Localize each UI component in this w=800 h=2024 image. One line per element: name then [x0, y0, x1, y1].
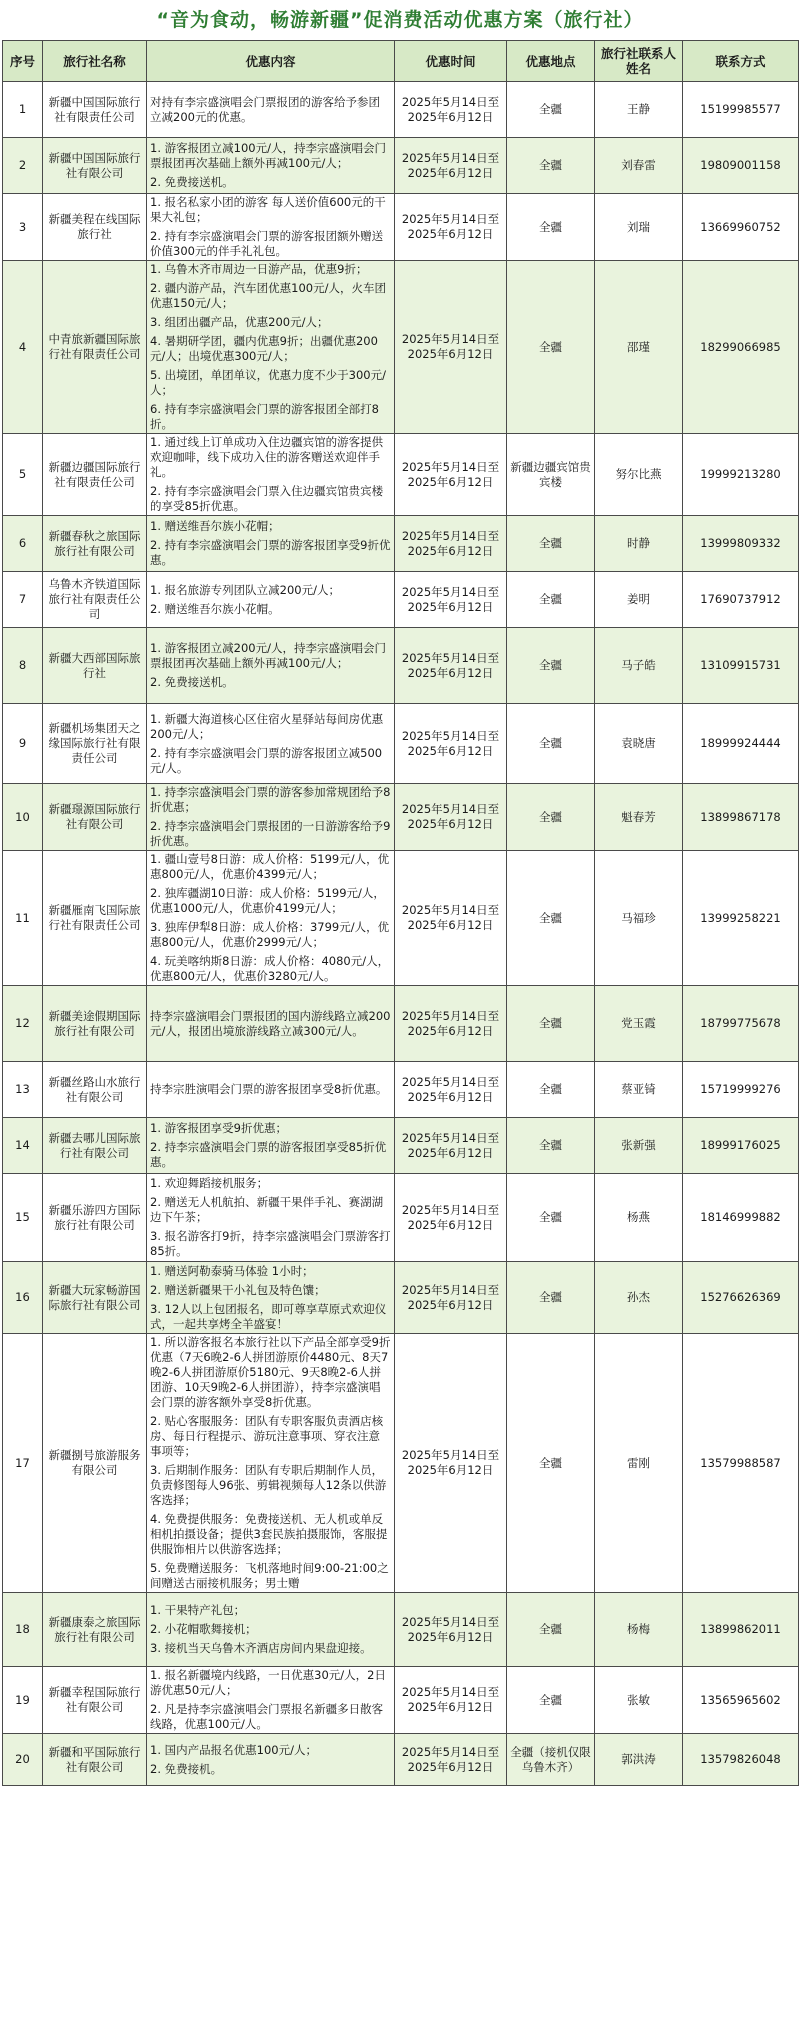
discount-time: 2025年5月14日至2025年6月12日	[395, 261, 507, 434]
discount-place: 全疆	[507, 194, 595, 261]
table-row	[3, 628, 799, 704]
table-row	[3, 82, 799, 138]
discount-place: 全疆	[507, 1062, 595, 1118]
table-row	[3, 1667, 799, 1734]
discount-time: 2025年5月14日至2025年6月12日	[395, 628, 507, 704]
discount-place: 全疆	[507, 516, 595, 572]
row-number: 7	[3, 572, 43, 628]
discount-line: 1. 游客报团立减200元/人，持李宗盛演唱会门票报团再次基础上额外再减100元/人；	[150, 641, 386, 670]
discount-line: 2. 持有李宗盛演唱会门票的游客报团立减500元/人。	[150, 745, 383, 775]
discount-line: 1. 新疆大海道核心区住宿火星驿站每间房优惠200元/人；	[150, 711, 384, 741]
agency-name: 新疆康泰之旅国际旅行社有限公司	[43, 1593, 147, 1667]
discount-line: 2. 免费接送机。	[150, 675, 234, 689]
table-row	[3, 194, 799, 261]
discount-line: 持李宗盛演唱会门票报团的国内游线路立减200元/人，报团出境旅游线路立减300元/人。	[150, 1008, 391, 1038]
contact-phone: 13999809332	[683, 516, 799, 572]
table-row	[3, 138, 799, 194]
discount-content	[147, 704, 395, 784]
discount-place: 全疆	[507, 1593, 595, 1667]
agency-name: 新疆雁南飞国际旅行社有限责任公司	[43, 851, 147, 986]
discount-place: 全疆	[507, 572, 595, 628]
row-number: 18	[3, 1593, 43, 1667]
discount-line: 1. 乌鲁木齐市周边一日游产品，优惠9折；	[150, 262, 368, 276]
discount-content	[147, 434, 395, 516]
contact-phone: 13999258221	[683, 851, 799, 986]
discount-line: 3. 组团出疆产品，优惠200元/人；	[150, 315, 329, 329]
discount-place: 全疆	[507, 1118, 595, 1174]
contact-phone: 18999924444	[683, 704, 799, 784]
col-header-phone: 联系方式	[683, 41, 799, 82]
discount-line: 3. 报名游客打9折，持李宗盛演唱会门票游客打85折。	[150, 1229, 391, 1258]
discount-place: 全疆	[507, 986, 595, 1062]
discount-content	[147, 1062, 395, 1118]
discount-line: 2. 持李宗盛演唱会门票的游客报团享受85折优惠。	[150, 1140, 387, 1169]
discount-time: 2025年5月14日至2025年6月12日	[395, 82, 507, 138]
contact-phone: 15199985577	[683, 82, 799, 138]
discount-line: 1. 持李宗盛演唱会门票的游客参加常规团给予8折优惠；	[150, 785, 391, 814]
row-number: 14	[3, 1118, 43, 1174]
discount-time: 2025年5月14日至2025年6月12日	[395, 1118, 507, 1174]
discount-place: 全疆	[507, 1174, 595, 1262]
table-row	[3, 1734, 799, 1786]
row-number: 17	[3, 1334, 43, 1593]
discount-time: 2025年5月14日至2025年6月12日	[395, 704, 507, 784]
contact-phone: 13579826048	[683, 1734, 799, 1786]
table-row	[3, 434, 799, 516]
agency-name: 新疆和平国际旅行社有限公司	[43, 1734, 147, 1786]
agency-name: 新疆中国国际旅行社有限公司	[43, 138, 147, 194]
agency-name: 新疆大西部国际旅行社	[43, 628, 147, 704]
discount-content	[147, 986, 395, 1062]
discount-content	[147, 1593, 395, 1667]
discount-time: 2025年5月14日至2025年6月12日	[395, 1062, 507, 1118]
discount-content	[147, 1667, 395, 1734]
row-number: 15	[3, 1174, 43, 1262]
discount-line: 2. 赠送维吾尔族小花帽。	[150, 601, 280, 616]
table-row	[3, 1262, 799, 1334]
row-number: 2	[3, 138, 43, 194]
agency-name: 新疆美途假期国际旅行社有限公司	[43, 986, 147, 1062]
table-row	[3, 572, 799, 628]
table-row	[3, 1118, 799, 1174]
discount-table	[2, 40, 799, 1786]
table-row	[3, 1174, 799, 1262]
col-header-contact: 旅行社联系人姓名	[595, 41, 683, 82]
discount-place: 全疆	[507, 851, 595, 986]
discount-time: 2025年5月14日至2025年6月12日	[395, 434, 507, 516]
contact-name: 孙杰	[595, 1262, 683, 1334]
contact-name: 张敏	[595, 1667, 683, 1734]
discount-place: 新疆边疆宾馆贵宾楼	[507, 434, 595, 516]
discount-line: 1. 报名私家小团的游客 每人送价值600元的干果大礼包；	[150, 195, 386, 224]
discount-content	[147, 784, 395, 851]
contact-phone: 13899867178	[683, 784, 799, 851]
discount-line: 2. 持有李宗盛演唱会门票的游客报团额外赠送价值300元的伴手礼礼包。	[150, 229, 384, 258]
table-header-row	[3, 41, 799, 82]
discount-place: 全疆	[507, 628, 595, 704]
discount-time: 2025年5月14日至2025年6月12日	[395, 1667, 507, 1734]
discount-line: 2. 免费接送机。	[150, 175, 234, 189]
discount-place: 全疆	[507, 784, 595, 851]
discount-time: 2025年5月14日至2025年6月12日	[395, 1734, 507, 1786]
table-row	[3, 1062, 799, 1118]
contact-phone: 13899862011	[683, 1593, 799, 1667]
discount-place: 全疆	[507, 1334, 595, 1593]
discount-line: 4. 玩美喀纳斯8日游：成人价格：4080元/人，优惠800元/人，优惠价3280元/人。	[150, 954, 390, 983]
row-number: 16	[3, 1262, 43, 1334]
contact-phone: 18299066985	[683, 261, 799, 434]
contact-name: 姜明	[595, 572, 683, 628]
discount-line: 3. 后期制作服务：团队有专职后期制作人员，负责修图每人96张、剪辑视频每人12条以供游客选择；	[150, 1463, 387, 1507]
contact-name: 马子皓	[595, 628, 683, 704]
agency-name: 新疆乐游四方国际旅行社有限公司	[43, 1174, 147, 1262]
table-row	[3, 1334, 799, 1593]
row-number: 19	[3, 1667, 43, 1734]
discount-time: 2025年5月14日至2025年6月12日	[395, 138, 507, 194]
discount-line: 2. 持李宗盛演唱会门票报团的一日游游客给予9折优惠。	[150, 819, 391, 848]
discount-content	[147, 1334, 395, 1593]
discount-place: 全疆	[507, 1262, 595, 1334]
discount-place: 全疆	[507, 138, 595, 194]
discount-line: 1. 干果特产礼包；	[150, 1603, 246, 1617]
contact-phone: 13565965602	[683, 1667, 799, 1734]
contact-name: 杨燕	[595, 1174, 683, 1262]
agency-name: 乌鲁木齐铁道国际旅行社有限责任公司	[43, 572, 147, 628]
row-number: 4	[3, 261, 43, 434]
table-row	[3, 261, 799, 434]
contact-phone: 19809001158	[683, 138, 799, 194]
agency-name: 新疆去哪儿国际旅行社有限公司	[43, 1118, 147, 1174]
discount-line: 3. 12人以上包团报名，即可尊享草原式欢迎仪式，一起共享烤全羊盛宴！	[150, 1301, 387, 1331]
table-row	[3, 784, 799, 851]
discount-line: 1. 国内产品报名优惠100元/人；	[150, 1742, 317, 1757]
contact-name: 杨梅	[595, 1593, 683, 1667]
discount-line: 2. 疆内游产品，汽车团优惠100元/人，火车团优惠150元/人；	[150, 281, 386, 310]
table-body	[3, 82, 799, 1786]
row-number: 12	[3, 986, 43, 1062]
row-number: 13	[3, 1062, 43, 1118]
row-number: 8	[3, 628, 43, 704]
discount-place: 全疆	[507, 704, 595, 784]
discount-line: 6. 持有李宗盛演唱会门票的游客报团全部打8折。	[150, 402, 379, 431]
col-header-place: 优惠地点	[507, 41, 595, 82]
discount-line: 1. 报名旅游专列团队立减200元/人；	[150, 582, 340, 597]
table-row	[3, 516, 799, 572]
discount-line: 1. 赠送阿勒泰骑马体验 1小时；	[150, 1263, 314, 1278]
discount-line: 持李宗胜演唱会门票的游客报团享受8折优惠。	[150, 1082, 388, 1096]
contact-phone: 13669960752	[683, 194, 799, 261]
discount-content	[147, 82, 395, 138]
contact-name: 刘春雷	[595, 138, 683, 194]
contact-phone: 18146999882	[683, 1174, 799, 1262]
discount-line: 2. 小花帽歌舞接机；	[150, 1622, 257, 1636]
contact-name: 蔡亚锜	[595, 1062, 683, 1118]
discount-line: 2. 赠送无人机航拍、新疆干果伴手礼、赛湖湖边下午茶；	[150, 1195, 384, 1224]
discount-time: 2025年5月14日至2025年6月12日	[395, 986, 507, 1062]
contact-name: 魁春芳	[595, 784, 683, 851]
agency-name: 新疆边疆国际旅行社有限责任公司	[43, 434, 147, 516]
contact-name: 时静	[595, 516, 683, 572]
discount-line: 4. 暑期研学团，疆内优惠9折；出疆优惠200元/人；出境优惠300元/人；	[150, 334, 378, 363]
contact-phone: 13109915731	[683, 628, 799, 704]
discount-line: 3. 接机当天乌鲁木齐酒店房间内果盘迎接。	[150, 1641, 372, 1655]
discount-line: 3. 独库伊犁8日游：成人价格：3799元/人，优惠800元/人，优惠价2999元/人；	[150, 920, 390, 949]
row-number: 11	[3, 851, 43, 986]
discount-place: 全疆	[507, 261, 595, 434]
discount-line: 2. 赠送新疆果干小礼包及特色馕；	[150, 1282, 326, 1297]
discount-time: 2025年5月14日至2025年6月12日	[395, 572, 507, 628]
discount-place: 全疆（接机仅限乌鲁木齐）	[507, 1734, 595, 1786]
contact-phone: 15276626369	[683, 1262, 799, 1334]
agency-name: 新疆璟源国际旅行社有限公司	[43, 784, 147, 851]
agency-name: 新疆丝路山水旅行社有限公司	[43, 1062, 147, 1118]
discount-place: 全疆	[507, 1667, 595, 1734]
discount-line: 1. 游客报团立减100元/人，持李宗盛演唱会门票报团再次基础上额外再减100元/人；	[150, 141, 386, 170]
contact-name: 马福珍	[595, 851, 683, 986]
discount-content	[147, 628, 395, 704]
discount-content	[147, 516, 395, 572]
discount-time: 2025年5月14日至2025年6月12日	[395, 1174, 507, 1262]
discount-line: 1. 通过线上订单成功入住边疆宾馆的游客提供欢迎咖啡，线下成功入住的游客赠送欢迎伴手礼。	[150, 435, 384, 479]
agency-name: 新疆捌号旅游服务有限公司	[43, 1334, 147, 1593]
contact-name: 王静	[595, 82, 683, 138]
row-number: 1	[3, 82, 43, 138]
discount-line: 1. 所以游客报名本旅行社以下产品全部享受9折优惠（7天6晚2-6人拼团游原价4480元、8天7晚2-6人拼团游原价5180元、9天8晚2-6人拼团游、10天9晚2-6人拼团游），持李宗盛演唱会门票的游客额外享受8折优惠。	[150, 1335, 391, 1409]
contact-phone: 13579988587	[683, 1334, 799, 1593]
discount-content	[147, 1118, 395, 1174]
table-row	[3, 1593, 799, 1667]
discount-line: 5. 免费赠送服务：飞机落地时间9:00-21:00之间赠送古丽接机服务；男士赠	[150, 1561, 389, 1590]
row-number: 3	[3, 194, 43, 261]
row-number: 20	[3, 1734, 43, 1786]
contact-name: 雷刚	[595, 1334, 683, 1593]
discount-content	[147, 1262, 395, 1334]
discount-place: 全疆	[507, 82, 595, 138]
discount-time: 2025年5月14日至2025年6月12日	[395, 1593, 507, 1667]
agency-name: 新疆幸程国际旅行社有限公司	[43, 1667, 147, 1734]
discount-line: 4. 免费提供服务：免费接送机、无人机或单反相机拍摄设备；提供3套民族拍摄服饰，客服提供服饰相片以供游客选择；	[150, 1512, 388, 1556]
table-row	[3, 704, 799, 784]
discount-content	[147, 1734, 395, 1786]
discount-line: 1. 游客报团享受9折优惠；	[150, 1121, 287, 1135]
row-number: 9	[3, 704, 43, 784]
discount-line: 对持有李宗盛演唱会门票报团的游客给予参团立减200元的优惠。	[150, 94, 380, 124]
discount-line: 1. 疆山壹号8日游：成人价格：5199元/人，优惠800元/人，优惠价4399元/人；	[150, 852, 390, 881]
col-header-name: 旅行社名称	[43, 41, 147, 82]
col-header-no: 序号	[3, 41, 43, 82]
table-row	[3, 986, 799, 1062]
discount-time: 2025年5月14日至2025年6月12日	[395, 851, 507, 986]
contact-name: 党玉霞	[595, 986, 683, 1062]
page-title: “音为食动，畅游新疆”促消费活动优惠方案（旅行社）	[156, 9, 644, 31]
discount-line: 1. 赠送维吾尔族小花帽；	[150, 519, 280, 533]
contact-phone: 17690737912	[683, 572, 799, 628]
discount-content	[147, 261, 395, 434]
agency-name: 新疆中国国际旅行社有限责任公司	[43, 82, 147, 138]
agency-name: 新疆美程在线国际旅行社	[43, 194, 147, 261]
discount-line: 2. 持有李宗盛演唱会门票入住边疆宾馆贵宾楼的享受85折优惠。	[150, 484, 384, 513]
col-header-time: 优惠时间	[395, 41, 507, 82]
agency-name: 新疆大玩家畅游国际旅行社有限公司	[43, 1262, 147, 1334]
discount-line: 5. 出境团，单团单议，优惠力度不少于300元/人；	[150, 368, 386, 397]
contact-name: 张新强	[595, 1118, 683, 1174]
discount-line: 2. 独库疆湖10日游：成人价格：5199元/人，优惠1000元/人，优惠价4199元/人；	[150, 886, 385, 915]
discount-time: 2025年5月14日至2025年6月12日	[395, 516, 507, 572]
contact-name: 郭洪涛	[595, 1734, 683, 1786]
discount-time: 2025年5月14日至2025年6月12日	[395, 194, 507, 261]
contact-phone: 19999213280	[683, 434, 799, 516]
discount-line: 1. 欢迎舞蹈接机服务；	[150, 1176, 269, 1190]
contact-name: 努尔比燕	[595, 434, 683, 516]
contact-phone: 15719999276	[683, 1062, 799, 1118]
contact-phone: 18999176025	[683, 1118, 799, 1174]
contact-name: 刘瑞	[595, 194, 683, 261]
discount-line: 2. 免费接机。	[150, 1761, 223, 1776]
discount-content	[147, 194, 395, 261]
contact-phone: 18799775678	[683, 986, 799, 1062]
discount-content	[147, 1174, 395, 1262]
contact-name: 袁晓唐	[595, 704, 683, 784]
discount-line: 2. 凡是持李宗盛演唱会门票报名新疆多日散客线路，优惠100元/人。	[150, 1702, 384, 1731]
discount-line: 2. 贴心客服服务：团队有专职客服负责酒店核房、每日行程提示、游玩注意事项、穿衣注意事项等；	[150, 1414, 384, 1458]
discount-time: 2025年5月14日至2025年6月12日	[395, 1334, 507, 1593]
discount-content	[147, 851, 395, 986]
agency-name: 新疆春秋之旅国际旅行社有限公司	[43, 516, 147, 572]
row-number: 6	[3, 516, 43, 572]
discount-content	[147, 138, 395, 194]
row-number: 5	[3, 434, 43, 516]
contact-name: 邵瑾	[595, 261, 683, 434]
discount-line: 2. 持有李宗盛演唱会门票的游客报团享受9折优惠。	[150, 538, 391, 567]
agency-name: 中青旅新疆国际旅行社有限责任公司	[43, 261, 147, 434]
table-row	[3, 851, 799, 986]
discount-content	[147, 572, 395, 628]
discount-time: 2025年5月14日至2025年6月12日	[395, 1262, 507, 1334]
col-header-content: 优惠内容	[147, 41, 395, 82]
discount-line: 1. 报名新疆境内线路，一日优惠30元/人，2日游优惠50元/人；	[150, 1668, 386, 1697]
row-number: 10	[3, 784, 43, 851]
agency-name: 新疆机场集团天之缘国际旅行社有限责任公司	[43, 704, 147, 784]
discount-time: 2025年5月14日至2025年6月12日	[395, 784, 507, 851]
